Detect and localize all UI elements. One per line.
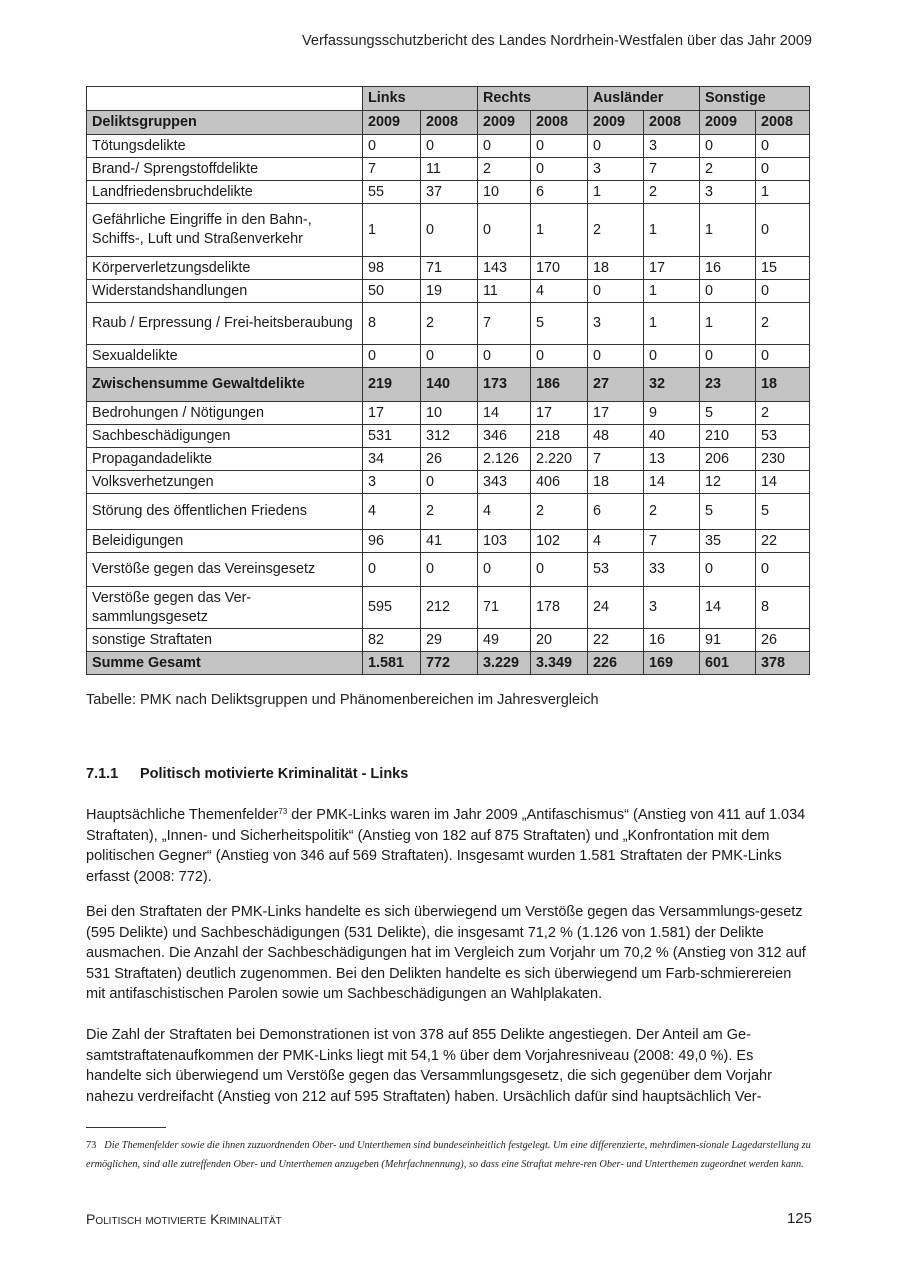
table-cell: 3 [363,471,421,494]
year-header: 2009 [478,111,531,135]
footnote-text: Die Themenfelder sowie die ihnen zuzuordnenden Ober- und Unterthemen sind bundeseinheitlich festgelegt. Um eine differenzierte, mehrdimen-sionale Lagedarstellung zu ermöglichen, sind alle zutreffenden Ober- und Unterthemen anzugeben (Mehrfachnennung), so dass eine Straftat mehre-ren Ober- und Unterthemen zugeordnet werden kann. [86,1140,811,1170]
table-cell: 2 [421,494,478,530]
table-cell: 5 [700,494,756,530]
table-row [87,425,810,448]
table-cell: 0 [756,135,810,158]
table-cell: 1 [644,204,700,257]
table-cell: 17 [363,402,421,425]
row-label: Raub / Erpressung / Frei-heitsberaubung [87,303,363,345]
table-cell: 71 [478,587,531,629]
footnote-divider [86,1127,166,1128]
table-cell: 4 [531,280,588,303]
table-cell: 0 [478,553,531,587]
table-cell: 14 [756,471,810,494]
table-row [87,135,810,158]
table-cell: 23 [700,368,756,402]
table-cell: 14 [700,587,756,629]
table-cell: 3 [700,181,756,204]
table-cell: 0 [531,345,588,368]
table-cell: 173 [478,368,531,402]
table-body [87,87,810,675]
table-cell: 1 [700,303,756,345]
paragraph-1-start: Hauptsächliche Themenfelder [86,807,279,823]
footnote [86,1137,812,1174]
header-blank-cell [87,87,363,111]
row-label: Verstöße gegen das Vereinsgesetz [87,553,363,587]
table-cell: 1 [756,181,810,204]
table-cell: 19 [421,280,478,303]
table-cell: 601 [700,652,756,675]
table-cell: 0 [700,135,756,158]
table-cell: 0 [588,280,644,303]
row-label: Sachbeschädigungen [87,425,363,448]
section-heading [86,766,408,782]
row-label: Sexualdelikte [87,345,363,368]
year-header-row [87,111,810,135]
table-cell: 230 [756,448,810,471]
row-label: Bedrohungen / Nötigungen [87,402,363,425]
table-cell: 102 [531,530,588,553]
table-cell: 0 [756,158,810,181]
table-cell: 4 [588,530,644,553]
table-cell: 169 [644,652,700,675]
table-cell: 71 [421,257,478,280]
table-cell: 2.220 [531,448,588,471]
table-cell: 219 [363,368,421,402]
table-cell: 16 [700,257,756,280]
row-label: Volksverhetzungen [87,471,363,494]
table-cell: 0 [700,553,756,587]
table-cell: 103 [478,530,531,553]
table-cell: 0 [363,135,421,158]
table-cell: 212 [421,587,478,629]
table-cell: 2 [700,158,756,181]
table-cell: 1 [363,204,421,257]
row-label: Verstöße gegen das Ver-sammlungsgesetz [87,587,363,629]
table-cell: 8 [756,587,810,629]
table-cell: 29 [421,629,478,652]
table-row [87,471,810,494]
table-cell: 346 [478,425,531,448]
table-cell: 3 [588,303,644,345]
table-row [87,629,810,652]
table-cell: 4 [363,494,421,530]
table-cell: 0 [700,280,756,303]
table-cell: 2 [588,204,644,257]
table-cell: 15 [756,257,810,280]
row-label: Brand-/ Sprengstoffdelikte [87,158,363,181]
page-number: 125 [786,1210,812,1227]
table-cell: 406 [531,471,588,494]
table-cell: 0 [478,204,531,257]
table-cell: 0 [363,553,421,587]
group-header-auslaender: Ausländer [588,87,700,111]
table-cell: 1.581 [363,652,421,675]
table-cell: 14 [644,471,700,494]
table-cell: 2 [644,181,700,204]
row-label: Beleidigungen [87,530,363,553]
year-header: 2008 [421,111,478,135]
table-cell: 0 [421,204,478,257]
table-cell: 1 [644,280,700,303]
table-cell: 17 [531,402,588,425]
row-label: Zwischensumme Gewaltdelikte [87,368,363,402]
table-row [87,494,810,530]
table-cell: 22 [756,530,810,553]
table-cell: 2 [531,494,588,530]
table-cell: 18 [588,257,644,280]
table-cell: 0 [756,280,810,303]
table-cell: 14 [478,402,531,425]
table-cell: 210 [700,425,756,448]
table-cell: 3 [644,587,700,629]
table-cell: 140 [421,368,478,402]
row-label: Störung des öffentlichen Friedens [87,494,363,530]
table-cell: 0 [421,471,478,494]
row-label: Widerstandshandlungen [87,280,363,303]
total-row [87,652,810,675]
table-cell: 3 [588,158,644,181]
table-cell: 2 [421,303,478,345]
table-cell: 12 [700,471,756,494]
table-cell: 20 [531,629,588,652]
table-cell: 24 [588,587,644,629]
paragraph-1 [86,802,812,887]
table-cell: 0 [756,553,810,587]
table-cell: 2 [644,494,700,530]
table-cell: 32 [644,368,700,402]
group-header-rechts: Rechts [478,87,588,111]
table-cell: 178 [531,587,588,629]
table-cell: 10 [478,181,531,204]
table-row [87,402,810,425]
paragraph-1-rest: der PMK-Links waren im Jahr 2009 „Antifaschismus“ (Anstieg von 411 auf 1.034 Straftaten), „Innen- und Sicherheitspolitik“ (Anstieg von 182 auf 875 Straftaten) und „Konfrontation mit dem politischen Gegner“ (Anstieg von 346 auf 569 Straftaten). Insgesamt wurden 1.581 Straftaten der PMK-Links erfasst (2008: 772). [86,807,806,885]
table-cell: 11 [421,158,478,181]
row-label: sonstige Straftaten [87,629,363,652]
table-cell: 96 [363,530,421,553]
table-cell: 13 [644,448,700,471]
table-cell: 7 [588,448,644,471]
table-cell: 0 [644,345,700,368]
table-row [87,448,810,471]
section-number: 7.1.1 [86,766,119,782]
table-cell: 531 [363,425,421,448]
table-cell: 27 [588,368,644,402]
table-cell: 18 [588,471,644,494]
table-cell: 6 [531,181,588,204]
table-cell: 49 [478,629,531,652]
table-cell: 218 [531,425,588,448]
table-cell: 17 [644,257,700,280]
row-label: Propagandadelikte [87,448,363,471]
table-cell: 53 [588,553,644,587]
row-label: Tötungsdelikte [87,135,363,158]
table-cell: 11 [478,280,531,303]
table-cell: 4 [478,494,531,530]
table-cell: 3.349 [531,652,588,675]
row-label: Körperverletzungsdelikte [87,257,363,280]
table-cell: 3 [644,135,700,158]
table-row [87,181,810,204]
table-cell: 16 [644,629,700,652]
table-cell: 0 [531,553,588,587]
table-cell: 226 [588,652,644,675]
table-cell: 3.229 [478,652,531,675]
table-cell: 312 [421,425,478,448]
table-cell: 143 [478,257,531,280]
year-header: 2008 [644,111,700,135]
table-cell: 0 [421,135,478,158]
table-cell: 2 [756,402,810,425]
table-cell: 33 [644,553,700,587]
table-row [87,303,810,345]
table-cell: 0 [588,135,644,158]
table-row [87,587,810,629]
table-cell: 0 [363,345,421,368]
table-cell: 0 [700,345,756,368]
table-cell: 1 [531,204,588,257]
table-cell: 48 [588,425,644,448]
table-cell: 7 [478,303,531,345]
table-cell: 26 [421,448,478,471]
running-header: Verfassungsschutzbericht des Landes Nordrhein-Westfalen über das Jahr 2009 [302,33,812,49]
table-cell: 0 [756,345,810,368]
table-cell: 55 [363,181,421,204]
footer-section-title: Politisch motivierte Kriminalität [86,1211,282,1227]
table-cell: 7 [363,158,421,181]
year-header: 2009 [363,111,421,135]
table-cell: 0 [588,345,644,368]
table-row [87,553,810,587]
table-row [87,345,810,368]
table-cell: 98 [363,257,421,280]
paragraph-3: Die Zahl der Straftaten bei Demonstrationen ist von 378 auf 855 Delikte angestiegen. Der Anteil am Ge-samtstraftatenaufkommen der PMK-Links liegt mit 54,1 % über dem Vorjahresniveau (2008: 49,0 %). Es handelte sich überwiegend um Verstöße gegen das Versammlungsgesetz, die sich gegenüber dem Vorjahr nahezu verdreifacht (Anstieg von 212 auf 595 Straftaten) haben. Ursächlich dafür sind hauptsächlich Ver- [86,1027,772,1105]
table-caption: Tabelle: PMK nach Deliktsgruppen und Phänomenbereichen im Jahresvergleich [86,692,599,708]
table-cell: 0 [756,204,810,257]
row-label: Gefährliche Eingriffe in den Bahn-, Schiffs-, Luft und Straßenverkehr [87,204,363,257]
table-cell: 206 [700,448,756,471]
table-cell: 17 [588,402,644,425]
table-cell: 1 [588,181,644,204]
table-cell: 91 [700,629,756,652]
table-cell: 41 [421,530,478,553]
table-cell: 186 [531,368,588,402]
group-header-row [87,87,810,111]
table-cell: 9 [644,402,700,425]
table-cell: 1 [700,204,756,257]
subtotal-row [87,368,810,402]
row-label: Summe Gesamt [87,652,363,675]
column-header-deliktsgruppen: Deliktsgruppen [87,111,363,135]
footnote-number: 73 [86,1140,97,1151]
table-cell: 82 [363,629,421,652]
table-cell: 34 [363,448,421,471]
table-row [87,204,810,257]
table-cell: 35 [700,530,756,553]
table-cell: 0 [421,345,478,368]
table-cell: 2 [756,303,810,345]
table-cell: 1 [644,303,700,345]
table-cell: 10 [421,402,478,425]
table-row [87,158,810,181]
table-cell: 5 [700,402,756,425]
table-cell: 7 [644,530,700,553]
table-cell: 772 [421,652,478,675]
table-cell: 53 [756,425,810,448]
table-cell: 343 [478,471,531,494]
table-cell: 8 [363,303,421,345]
table-row [87,257,810,280]
table-cell: 2 [478,158,531,181]
table-row [87,280,810,303]
table-cell: 22 [588,629,644,652]
section-title: Politisch motivierte Kriminalität - Links [140,766,409,782]
row-label: Landfriedensbruchdelikte [87,181,363,204]
year-header: 2009 [700,111,756,135]
table-cell: 170 [531,257,588,280]
footnote-reference[interactable]: 73 [278,807,288,816]
table-cell: 5 [756,494,810,530]
year-header: 2008 [531,111,588,135]
table-cell: 5 [531,303,588,345]
table-cell: 0 [421,553,478,587]
table-cell: 595 [363,587,421,629]
table-cell: 18 [756,368,810,402]
group-header-sonstige: Sonstige [700,87,810,111]
table-cell: 0 [531,135,588,158]
table-cell: 50 [363,280,421,303]
table-cell: 37 [421,181,478,204]
table-cell: 40 [644,425,700,448]
table-cell: 2.126 [478,448,531,471]
table-cell: 7 [644,158,700,181]
year-header: 2009 [588,111,644,135]
table-row [87,530,810,553]
year-header: 2008 [756,111,810,135]
table-cell: 0 [531,158,588,181]
group-header-links: Links [363,87,478,111]
table-cell: 26 [756,629,810,652]
table-cell: 0 [478,135,531,158]
paragraph-2: Bei den Straftaten der PMK-Links handelte es sich überwiegend um Verstöße gegen das Versammlungs-gesetz (595 Delikte) und Sachbeschädigungen (531 Delikte), die insgesamt 71,2 % (1.126 von 1.581) der Delikte ausmachen. Die Anzahl der Sachbeschädigungen hat im Vergleich zum Vorjahr um 70,2 % (Anstieg von 312 auf 531 Straftaten) deutlich zugenommen. Bei den Delikten handelte es sich überwiegend um Farb-schmierereien mit antifaschistischen Parolen sowie um Sachbeschädigungen an Wahlplakaten. [86,904,806,1003]
table-cell: 0 [478,345,531,368]
crime-statistics-table [86,86,810,675]
table-cell: 6 [588,494,644,530]
table-cell: 378 [756,652,810,675]
